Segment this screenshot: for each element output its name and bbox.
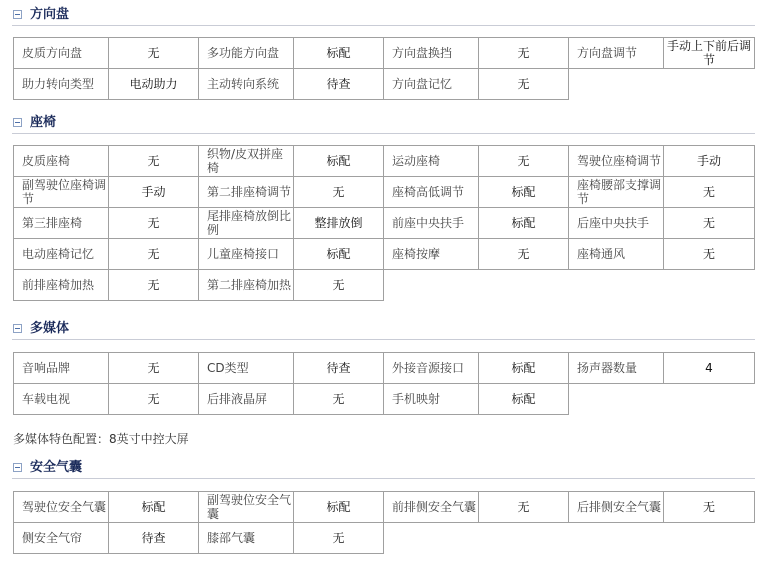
spec-value: 手动 (664, 146, 755, 177)
spec-value: 无 (664, 239, 755, 270)
section-header-seats[interactable] (12, 115, 755, 134)
spec-value: 无 (109, 38, 199, 69)
spec-value: 无 (479, 69, 569, 100)
spec-label: CD类型 (199, 353, 294, 384)
section-title: 多媒体 (30, 321, 70, 336)
table-row (14, 270, 755, 301)
spec-label: 前排座椅加热 (14, 270, 109, 301)
collapse-icon[interactable] (13, 10, 22, 19)
empty-cell (384, 270, 755, 301)
spec-label: 侧安全气帘 (14, 523, 109, 554)
table-row (14, 146, 755, 177)
section-header-multimedia[interactable] (12, 321, 755, 340)
spec-value: 标配 (294, 146, 384, 177)
spec-value: 标配 (479, 208, 569, 239)
spec-label: 扬声器数量 (569, 353, 664, 384)
spec-label: 座椅通风 (569, 239, 664, 270)
spec-table-airbags (13, 491, 755, 554)
spec-label: 方向盘调节 (569, 38, 664, 69)
spec-value: 标配 (294, 492, 384, 523)
spec-value: 待查 (109, 523, 199, 554)
spec-label: 车载电视 (14, 384, 109, 415)
spec-value: 无 (109, 146, 199, 177)
spec-label: 前座中央扶手 (384, 208, 479, 239)
spec-value: 4 (664, 353, 755, 384)
spec-label: 座椅按摩 (384, 239, 479, 270)
spec-value: 无 (109, 208, 199, 239)
spec-value: 无 (479, 239, 569, 270)
spec-value: 无 (109, 239, 199, 270)
spec-value: 无 (294, 177, 384, 208)
spec-label: 皮质方向盘 (14, 38, 109, 69)
spec-label: 后排液晶屏 (199, 384, 294, 415)
spec-label: 尾排座椅放倒比例 (199, 208, 294, 239)
spec-value: 无 (109, 384, 199, 415)
spec-value: 标配 (294, 239, 384, 270)
spec-value: 无 (479, 38, 569, 69)
spec-value: 无 (479, 492, 569, 523)
spec-value: 待查 (294, 353, 384, 384)
empty-cell (569, 69, 755, 100)
spec-value: 无 (109, 353, 199, 384)
spec-value: 标配 (109, 492, 199, 523)
spec-value: 手动 (109, 177, 199, 208)
table-row (14, 177, 755, 208)
spec-label: 儿童座椅接口 (199, 239, 294, 270)
spec-label: 电动座椅记忆 (14, 239, 109, 270)
spec-value: 电动助力 (109, 69, 199, 100)
table-row (14, 384, 755, 415)
spec-value: 整排放倒 (294, 208, 384, 239)
collapse-icon[interactable] (13, 118, 22, 127)
collapse-icon[interactable] (13, 324, 22, 333)
table-row (14, 353, 755, 384)
spec-label: 运动座椅 (384, 146, 479, 177)
spec-value: 标配 (479, 177, 569, 208)
spec-label: 座椅腰部支撑调节 (569, 177, 664, 208)
multimedia-feature-note: 多媒体特色配置：8英寸中控大屏 (13, 432, 189, 446)
table-row (14, 492, 755, 523)
section-title: 座椅 (30, 115, 57, 130)
section-title: 方向盘 (30, 7, 70, 22)
table-row (14, 69, 755, 100)
spec-label: 助力转向类型 (14, 69, 109, 100)
spec-table-multimedia (13, 352, 755, 415)
spec-label: 主动转向系统 (199, 69, 294, 100)
spec-value: 标配 (479, 384, 569, 415)
spec-table-steering (13, 37, 755, 100)
section-header-airbags[interactable] (12, 460, 755, 479)
spec-value: 无 (479, 146, 569, 177)
spec-label: 音响品牌 (14, 353, 109, 384)
spec-table-seats (13, 145, 755, 301)
spec-value: 无 (664, 208, 755, 239)
spec-value: 无 (294, 270, 384, 301)
collapse-icon[interactable] (13, 463, 22, 472)
empty-cell (569, 384, 755, 415)
table-row (14, 239, 755, 270)
section-title: 安全气囊 (30, 460, 83, 475)
spec-value: 手动上下前后调节 (664, 38, 755, 69)
spec-label: 后排侧安全气囊 (569, 492, 664, 523)
spec-label: 外接音源接口 (384, 353, 479, 384)
spec-value: 标配 (294, 38, 384, 69)
table-row (14, 523, 755, 554)
table-row (14, 208, 755, 239)
spec-value: 无 (294, 523, 384, 554)
spec-label: 皮质座椅 (14, 146, 109, 177)
spec-label: 第二排座椅加热 (199, 270, 294, 301)
spec-label: 手机映射 (384, 384, 479, 415)
spec-label: 副驾驶位座椅调节 (14, 177, 109, 208)
spec-value: 待查 (294, 69, 384, 100)
section-header-steering[interactable] (12, 7, 755, 26)
spec-label: 方向盘换挡 (384, 38, 479, 69)
spec-label: 副驾驶位安全气囊 (199, 492, 294, 523)
spec-value: 无 (294, 384, 384, 415)
spec-label: 驾驶位安全气囊 (14, 492, 109, 523)
spec-label: 多功能方向盘 (199, 38, 294, 69)
spec-label: 后座中央扶手 (569, 208, 664, 239)
spec-label: 方向盘记忆 (384, 69, 479, 100)
spec-value: 标配 (479, 353, 569, 384)
spec-label: 第二排座椅调节 (199, 177, 294, 208)
spec-label: 前排侧安全气囊 (384, 492, 479, 523)
spec-label: 第三排座椅 (14, 208, 109, 239)
empty-cell (384, 523, 755, 554)
table-row (14, 38, 755, 69)
spec-label: 织物/皮双拼座椅 (199, 146, 294, 177)
spec-label: 膝部气囊 (199, 523, 294, 554)
spec-value: 无 (109, 270, 199, 301)
spec-value: 无 (664, 492, 755, 523)
spec-value: 无 (664, 177, 755, 208)
spec-label: 座椅高低调节 (384, 177, 479, 208)
spec-label: 驾驶位座椅调节 (569, 146, 664, 177)
